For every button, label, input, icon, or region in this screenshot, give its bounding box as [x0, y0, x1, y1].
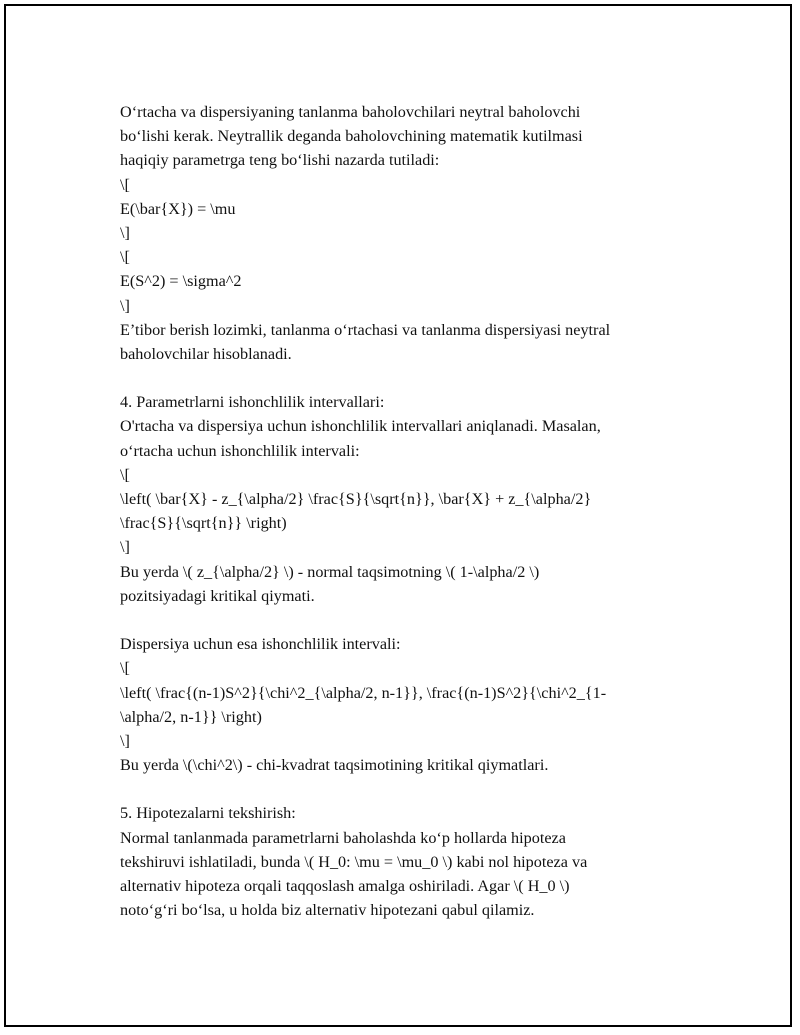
text-line: alternativ hipoteza orqali taqqoslash amalga oshiriladi. Agar \( H_0 \)	[120, 877, 570, 895]
text-line: Bu yerda \(\chi^2\) - chi-kvadrat taqsimotining kritikal qiymatlari.	[120, 756, 549, 775]
text-line: O'rtacha va dispersiya uchun ishonchlilik intervallari aniqlanadi. Masalan,	[120, 417, 601, 436]
text-line: tekshiruvi ishlatiladi, bunda \( H_0: \mu = \mu_0 \) kabi nol hipoteza va	[120, 852, 588, 871]
text-line: o‘rtacha uchun ishonchlilik intervali:	[120, 441, 360, 460]
paragraph-gap	[120, 366, 700, 390]
text-line: \]	[120, 538, 130, 557]
page-frame	[4, 4, 792, 1027]
text-line: \[	[120, 248, 130, 267]
document-body	[120, 100, 700, 922]
text-line: Bu yerda \( z_{\alpha/2} \) - normal taqsimotning \( 1-\alpha/2 \)	[120, 562, 540, 581]
text-line: E(S^2) = \sigma^2	[120, 272, 242, 291]
text-line: \alpha/2, n-1}} \right)	[120, 707, 262, 726]
text-line: \[	[120, 465, 130, 484]
section-heading: 4. Parametrlarni ishonchlilik intervallari:	[120, 393, 385, 412]
text-line: O‘rtacha va dispersiyaning tanlanma baholovchilari neytral baholovchi	[120, 103, 581, 121]
paragraph-gap	[120, 777, 700, 801]
text-line: Normal tanlanmada parametrlarni baholashda ko‘p hollarda hipoteza	[120, 828, 566, 847]
text-line: \]	[120, 296, 130, 315]
text-line: haqiqiy parametrga teng bo‘lishi nazarda tutiladi:	[120, 151, 440, 170]
text-line: E(\bar{X}) = \mu	[120, 199, 236, 218]
text-line: Dispersiya uchun esa ishonchlilik intervali:	[120, 635, 401, 654]
text-line: noto‘g‘ri bo‘lsa, u holda biz alternativ hipotezani qabul qilamiz.	[120, 901, 535, 920]
text-line: \[	[120, 659, 130, 678]
paragraph-gap	[120, 608, 700, 632]
text-line: bo‘lishi kerak. Neytrallik deganda baholovchining matematik kutilmasi	[120, 127, 583, 146]
text-line: \]	[120, 731, 130, 750]
text-line: \left( \frac{(n-1)S^2}{\chi^2_{\alpha/2, n-1}}, \frac{(n-1)S^2}{\chi^2_{1-	[120, 683, 607, 702]
text-line: \]	[120, 223, 130, 242]
section-heading: 5. Hipotezalarni tekshirish:	[120, 804, 296, 823]
text-line: pozitsiyadagi kritikal qiymati.	[120, 586, 315, 605]
text-line: E’tibor berish lozimki, tanlanma o‘rtachasi va tanlanma dispersiyasi neytral	[120, 320, 611, 339]
text-line: baholovchilar hisoblanadi.	[120, 344, 292, 363]
text-line: \frac{S}{\sqrt{n}} \right)	[120, 514, 287, 533]
text-line: \left( \bar{X} - z_{\alpha/2} \frac{S}{\sqrt{n}}, \bar{X} + z_{\alpha/2}	[120, 490, 592, 508]
text-line: \[	[120, 175, 130, 194]
